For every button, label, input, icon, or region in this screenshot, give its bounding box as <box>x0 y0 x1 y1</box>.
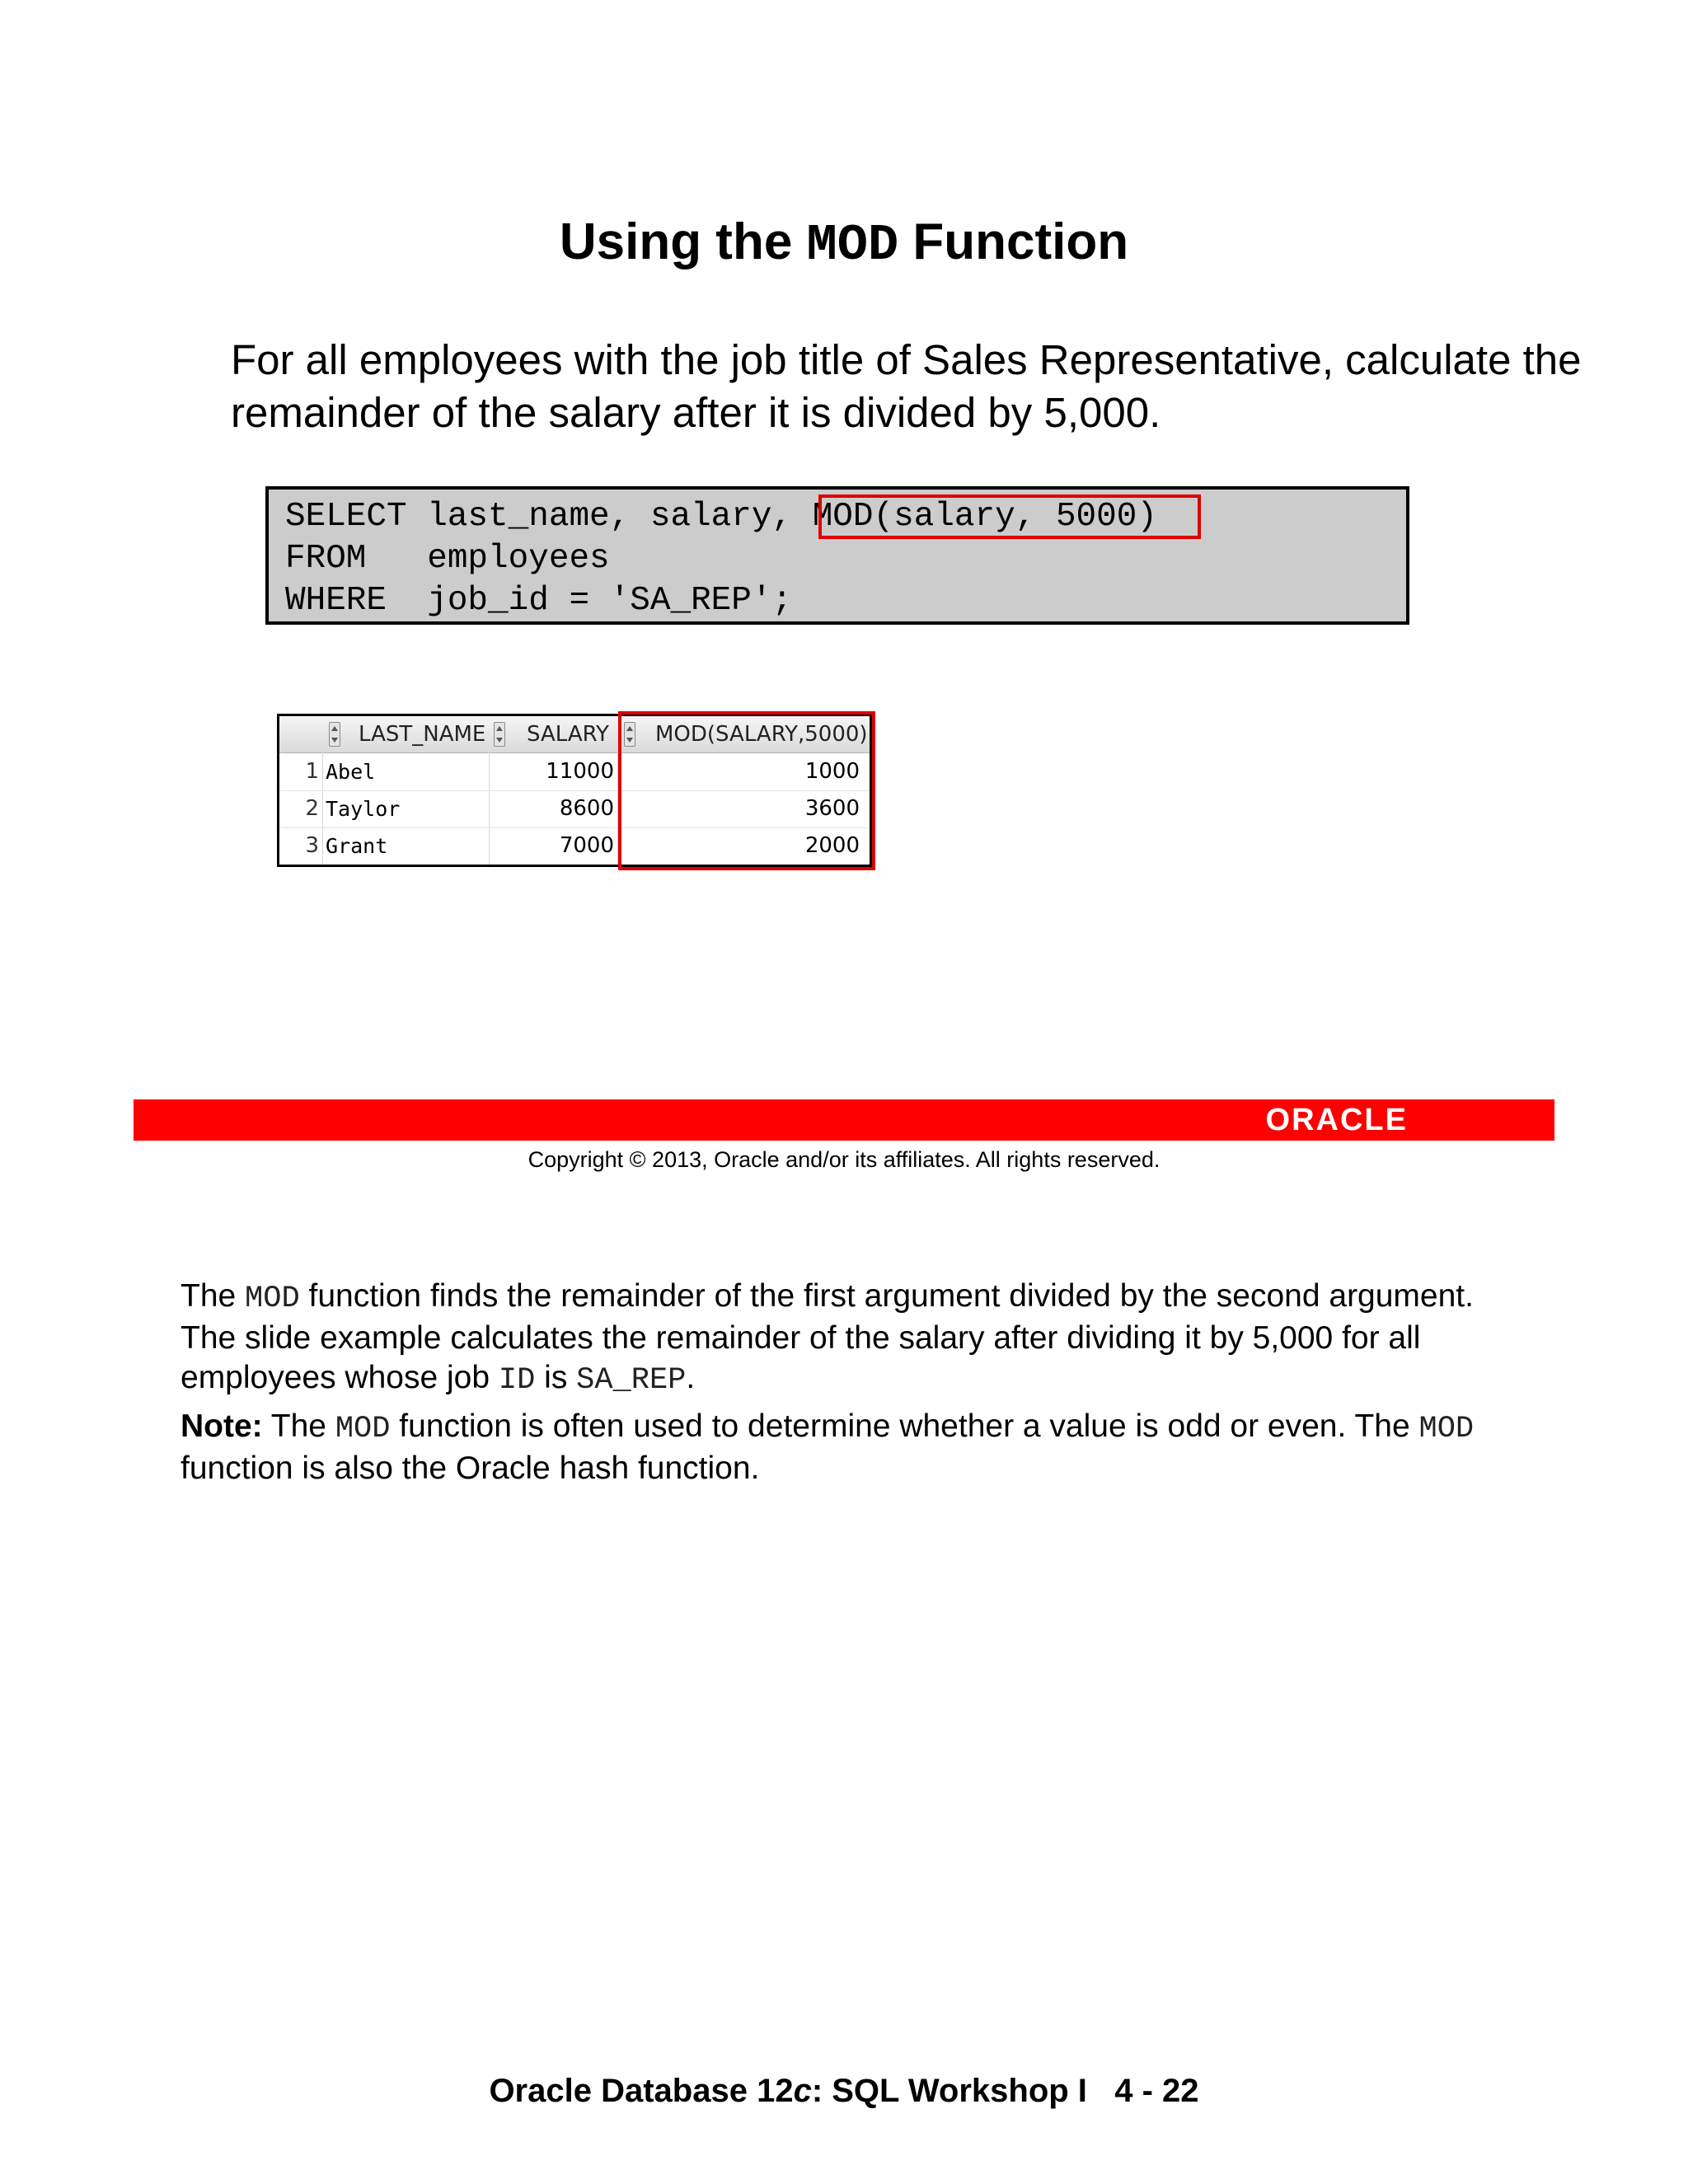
cell-last-name[interactable]: Abel <box>326 760 376 784</box>
title-text-after: Function <box>898 213 1129 270</box>
notes-text: function finds the remainder of the first argument divided by the second argument. The slide example calculates the remainder of the salary after dividing it by 5,000 for all employees whose job <box>181 1278 1474 1395</box>
mod-expression-highlight <box>818 494 1201 539</box>
notes-text: function is also the Oracle hash function. <box>181 1451 760 1486</box>
page-title <box>0 209 1688 279</box>
notes-code: ID <box>498 1363 536 1398</box>
notes-text: function is often used to determine whether a value is odd or even. The <box>390 1408 1419 1444</box>
cell-mod[interactable]: 2000 <box>804 833 860 858</box>
intro-text: For all employees with the job title of Sales Representative, calculate the remainder of the salary after it is divided by 5,000. <box>231 336 1582 436</box>
notes-text: The <box>181 1278 246 1314</box>
cell-last-name[interactable]: Grant <box>326 834 388 858</box>
mod-column-highlight <box>618 711 875 870</box>
footer-italic: c <box>793 2073 812 2109</box>
sort-updown-icon[interactable] <box>494 722 505 747</box>
notes-note-paragraph <box>181 1407 1532 1488</box>
notes-text: is <box>535 1360 577 1395</box>
code-line: WHERE job_id = 'SA_REP'; <box>285 582 793 620</box>
column-header-salary[interactable]: SALARY <box>527 722 609 747</box>
title-text-before: Using the <box>559 213 807 270</box>
notes-paragraph <box>181 1277 1532 1400</box>
notes-code: MOD <box>335 1412 391 1446</box>
oracle-logo: ORACLE <box>1265 1103 1408 1137</box>
title-code: MOD <box>806 215 899 274</box>
footer-text: : SQL Workshop I 4 - 22 <box>811 2073 1199 2109</box>
cell-salary[interactable]: 11000 <box>546 759 614 784</box>
row-number: 3 <box>305 833 319 858</box>
sql-code-box <box>265 486 1409 625</box>
page-footer <box>0 2070 1688 2111</box>
row-number: 1 <box>305 759 319 784</box>
oracle-banner <box>134 1099 1554 1141</box>
notes-text: . <box>686 1360 696 1395</box>
cell-mod[interactable]: 3600 <box>804 796 860 821</box>
cell-mod[interactable]: 1000 <box>804 759 860 784</box>
code-line: SELECT last_name, salary, MOD(salary, 5000) <box>285 498 1157 536</box>
row-number: 2 <box>305 796 319 821</box>
notes-text: The <box>262 1408 335 1444</box>
sort-updown-icon[interactable] <box>329 722 340 747</box>
footer-text: Oracle Database 12 <box>489 2073 794 2109</box>
note-label: Note: <box>181 1408 263 1444</box>
copyright-text: Copyright © 2013, Oracle and/or its affiliates. All rights reserved. <box>528 1147 1160 1172</box>
cell-last-name[interactable]: Taylor <box>326 797 401 821</box>
notes-code: MOD <box>245 1282 300 1316</box>
code-line: FROM employees <box>285 540 610 578</box>
notes-code: MOD <box>1418 1412 1475 1446</box>
notes-code: SA_REP <box>576 1363 687 1398</box>
column-header-last-name[interactable]: LAST_NAME <box>359 722 486 747</box>
cell-salary[interactable]: 7000 <box>559 833 614 858</box>
column-header-mod[interactable]: MOD(SALARY,5000) <box>655 722 868 747</box>
cell-salary[interactable]: 8600 <box>559 796 614 821</box>
